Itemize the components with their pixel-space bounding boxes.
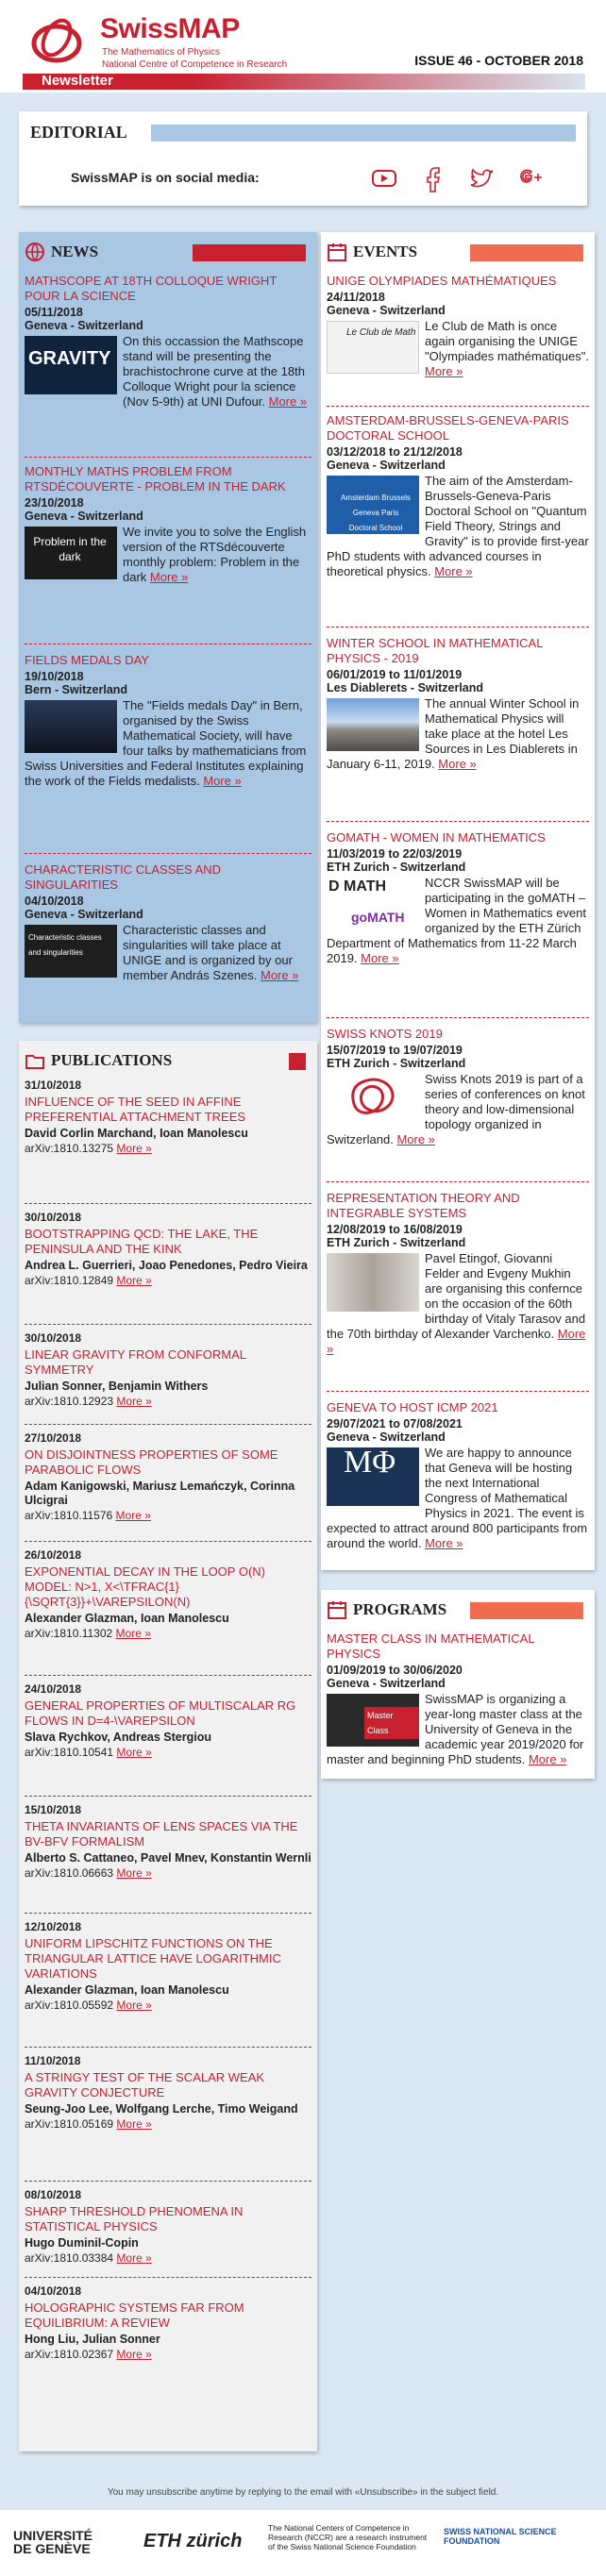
event-item-body: Pavel Etingof, Giovanni Felder and Evgeny Mukhin are organising this confernce on the occasion of the 60th birthday of Vitaly Tarasov and the 70th birthday of Alexander Varchenko. (327, 1251, 586, 1341)
more-link[interactable]: More » (116, 1142, 152, 1155)
divider (25, 1796, 311, 1797)
more-link[interactable]: More » (327, 1327, 586, 1356)
publication-title[interactable]: ON DISJOINTNESS PROPERTIES OF SOME PARABOLIC FLOWS (25, 1447, 278, 1477)
calendar-icon (327, 1599, 347, 1620)
event-item-date: 06/01/2019 to 11/01/2019 (327, 668, 463, 681)
arxiv-id: arXiv:1810.11302 (25, 1627, 113, 1640)
more-link[interactable]: More » (116, 1274, 152, 1287)
publication-item (25, 1803, 311, 1880)
news-bar (193, 244, 306, 261)
more-link[interactable]: More » (425, 364, 463, 378)
arxiv-id: arXiv:1810.03384 (25, 2251, 114, 2265)
news-item-title[interactable]: MATHSCOPE AT 18TH COLLOQUE WRIGHT POUR LA SCIENCE (25, 274, 278, 303)
publication-date: 27/10/2018 (25, 1431, 82, 1445)
calendar-icon (327, 242, 347, 262)
more-link[interactable]: More » (116, 1746, 152, 1759)
more-link[interactable]: More » (116, 1866, 152, 1880)
more-link[interactable]: More » (528, 1752, 567, 1766)
facebook-icon[interactable] (417, 162, 449, 194)
characteristic-classes-thumbnail: Characteristic classes and singularities (25, 925, 117, 978)
event-item-title[interactable]: SWISS KNOTS 2019 (327, 1027, 443, 1041)
publication-title[interactable]: LINEAR GRAVITY FROM CONFORMAL SYMMETRY (25, 1347, 246, 1377)
arxiv-id: arXiv:1810.12923 (25, 1395, 114, 1408)
more-link[interactable]: More » (116, 1395, 152, 1408)
events-section (321, 232, 595, 1570)
gomath-logo: D MATH goMATH (327, 878, 419, 930)
news-item (25, 862, 311, 983)
event-item (327, 1191, 589, 1357)
event-item (327, 413, 589, 579)
social-media-text: SwissMAP is on social media: (71, 170, 260, 185)
editorial-title: EDITORIAL (30, 123, 127, 142)
publication-title[interactable]: BOOTSTRAPPING QCD: THE LAKE, THE PENINSULA AND THE KINK (25, 1227, 259, 1256)
event-item-place: ETH Zurich - Switzerland (327, 1057, 466, 1070)
more-link[interactable]: More » (203, 774, 242, 788)
arxiv-id: arXiv:1810.11576 (25, 1509, 113, 1522)
divider (25, 1324, 311, 1325)
event-item-date: 29/07/2021 to 07/08/2021 (327, 1417, 463, 1430)
publication-title[interactable]: A STRINGY TEST OF THE SCALAR WEAK GRAVITY CONJECTURE (25, 2070, 265, 2099)
publication-authors: Adam Kanigowski, Mariusz Lemańczyk, Corinna Ulcigrai (25, 1480, 295, 1507)
publication-date: 12/10/2018 (25, 1920, 82, 1933)
program-item-place: Geneva - Switzerland (327, 1677, 446, 1690)
publication-date: 04/10/2018 (25, 2284, 82, 2298)
publication-authors: Julian Sonner, Benjamin Withers (25, 1380, 209, 1393)
event-item-date: 11/03/2019 to 22/03/2019 (327, 847, 463, 861)
divider (327, 1391, 589, 1392)
publication-authors: Slava Rychkov, Andreas Stergiou (25, 1731, 211, 1744)
publication-item (25, 1431, 311, 1522)
tagline: The Mathematics of Physics (102, 47, 221, 58)
problem-thumbnail: Problem in the dark (25, 527, 117, 579)
event-item-title[interactable]: UNIGE OLYMPIADES MATHÉMATIQUES (327, 274, 557, 288)
news-title: NEWS (51, 243, 99, 260)
divider (25, 2047, 311, 2048)
publication-item (25, 2188, 311, 2265)
event-item-title[interactable]: REPRESENTATION THEORY AND INTEGRABLE SYSTEMS (327, 1191, 520, 1220)
publication-title[interactable]: HOLOGRAPHIC SYSTEMS FAR FROM EQUILIBRIUM: A REVIEW (25, 2300, 244, 2330)
news-item-date: 04/10/2018 (25, 895, 84, 908)
divider (25, 1203, 311, 1204)
publication-date: 24/10/2018 (25, 1682, 82, 1696)
master-class-thumbnail: Master Class (327, 1694, 419, 1747)
event-item-place: Geneva - Switzerland (327, 459, 446, 472)
event-item-place: ETH Zurich - Switzerland (327, 1236, 466, 1249)
unsubscribe-note: You may unsubscribe anytime by replying to the email with «Unsubscribe» in the subject field. (107, 2487, 499, 2498)
more-link[interactable]: More » (115, 1627, 151, 1640)
divider (327, 1181, 589, 1182)
more-link[interactable]: More » (260, 968, 299, 982)
globe-icon (25, 242, 45, 262)
event-item-body: Le Club de Math is once again organising the UNIGE "Olympiades mathématiques". (425, 319, 589, 363)
publication-authors: Hong Liu, Julian Sonner (25, 2333, 160, 2346)
tagline-nccr: National Centre of Competence in Research (102, 59, 288, 70)
divider (25, 1675, 311, 1676)
event-item-body: NCCR SwissMAP will be participating in the goMATH – Women in Mathematics event organized by the ETH Zürich Department of Mathematics from 11-22 March 2019. (327, 876, 586, 965)
event-item-body: The annual Winter School in Mathematical Physics will take place at the hotel Les Sources in Les Diablerets in January 6-11, 2019. (327, 696, 580, 771)
publication-item (25, 1548, 311, 1640)
publication-item (25, 1920, 311, 2012)
google-plus-icon[interactable] (515, 162, 547, 194)
news-item-body: On this occassion the Mathscope stand will be presenting the brachistochrone curve at the 18th Colloque Wright pour la science (Nov 5-9th) at UNI Dufour. (123, 334, 305, 409)
event-item-body: We are happy to announce that Geneva will be hosting the next International Congress of Mathematical Physics in 2021. The event is expected to attract around 800 participants from around the world. (327, 1446, 588, 1550)
more-link[interactable]: More » (396, 1132, 435, 1146)
editorial-bar (151, 125, 576, 142)
arxiv-id: arXiv:1810.12849 (25, 1274, 114, 1287)
publication-date: 30/10/2018 (25, 1331, 82, 1345)
publication-authors: Alexander Glazman, Ioan Manolescu (25, 1983, 229, 1997)
programs-bar (470, 1602, 583, 1619)
event-item-place: Les Diablerets - Switzerland (327, 681, 484, 694)
arxiv-id: arXiv:1810.02367 (25, 2348, 114, 2361)
news-item-place: Geneva - Switzerland (25, 319, 143, 332)
publication-title[interactable]: UNIFORM LIPSCHITZ FUNCTIONS ON THE TRIANGULAR LATTICE HAVE LOGARITHMIC VARIATIONS (25, 1936, 281, 1981)
publication-authors: Hugo Duminil-Copin (25, 2236, 139, 2250)
brand-name: SwissMAP (100, 13, 240, 44)
publication-item (25, 2054, 311, 2131)
news-item (25, 464, 311, 585)
youtube-icon[interactable] (368, 162, 400, 194)
publication-title[interactable]: GENERAL PROPERTIES OF MULTISCALAR RG FLOWS IN D=4-\VAREPSILON (25, 1698, 296, 1728)
editorial-box (19, 111, 587, 206)
divider (25, 457, 311, 458)
more-link[interactable]: More » (116, 1999, 152, 2012)
event-item (327, 1027, 589, 1147)
program-item (327, 1631, 589, 1767)
program-item-title[interactable]: MASTER CLASS IN MATHEMATICAL PHYSICS (327, 1631, 535, 1661)
publication-item (25, 2284, 311, 2361)
publication-date: 31/10/2018 (25, 1079, 82, 1092)
eth-logo[interactable]: ETH zürich (143, 2531, 243, 2551)
program-item-body: SwissMAP is organizing a year-long master class at the University of Geneva in the academic year 2019/2020 for master and beginning PhD students. (327, 1692, 584, 1766)
event-item-body: Swiss Knots 2019 is part of a series of conferences on knot theory and low-dimensional topology organized in Switzerland. (327, 1072, 585, 1146)
publication-title[interactable]: THETA INVARIANTS OF LENS SPACES VIA THE BV-BFV FORMALISM (25, 1819, 298, 1848)
twitter-icon[interactable] (466, 162, 498, 194)
news-item-place: Geneva - Switzerland (25, 908, 143, 921)
arxiv-id: arXiv:1810.06663 (25, 1866, 114, 1880)
news-item (25, 653, 311, 789)
publication-date: 11/10/2018 (25, 2054, 81, 2067)
publication-item (25, 1331, 311, 1408)
club-de-math-thumbnail: Le Club de Math (327, 321, 419, 374)
gravity-thumbnail: GRAVITY (25, 336, 117, 394)
publication-authors: Alexander Glazman, Ioan Manolescu (25, 1612, 229, 1625)
event-item-place: ETH Zurich - Switzerland (327, 861, 466, 874)
arxiv-id: arXiv:1810.05592 (25, 1999, 114, 2012)
event-item-title[interactable]: GOMATH - WOMEN IN MATHEMATICS (327, 830, 546, 845)
newsletter-bar (23, 74, 585, 90)
publication-authors: Seung-Joo Lee, Wolfgang Lerche, Timo Weigand (25, 2102, 298, 2116)
event-item-place: Geneva - Switzerland (327, 304, 446, 317)
more-link[interactable]: More » (116, 2348, 152, 2361)
publications-title: PUBLICATIONS (51, 1051, 173, 1069)
divider (25, 1424, 311, 1425)
news-item-body: Characteristic classes and singularities will take place at UNIGE and is organized by our member András Szenes. (123, 923, 293, 982)
publication-item (25, 1079, 311, 1155)
event-item-place: Geneva - Switzerland (327, 1430, 446, 1444)
more-link[interactable]: More » (425, 1536, 463, 1550)
issue-label: ISSUE 46 - OCTOBER 2018 (414, 53, 583, 68)
publication-date: 15/10/2018 (25, 1803, 82, 1816)
arxiv-id: arXiv:1810.13275 (25, 1142, 114, 1155)
events-bar (470, 244, 583, 261)
news-item (25, 274, 311, 410)
publications-section (19, 1041, 317, 2451)
mountain-photo (327, 698, 419, 751)
arxiv-id: arXiv:1810.10541 (25, 1746, 114, 1759)
unige-logo[interactable]: UNIVERSITÉ DE GENÈVE (13, 2528, 93, 2556)
snf-logo[interactable]: SWISS NATIONAL SCIENCE FOUNDATION (444, 2527, 557, 2546)
news-item-body: We invite you to solve the English version of the RTSdécouverte monthly problem: Problem in the dark (123, 525, 307, 584)
publication-title[interactable]: EXPONENTIAL DECAY IN THE LOOP O(N) MODEL: N>1, X<\TFRAC{1}{\SQRT{3}}+\VAREPSILON(N) (25, 1564, 266, 1609)
event-item-title[interactable]: WINTER SCHOOL IN MATHEMATICAL PHYSICS - 2019 (327, 636, 543, 665)
icmp-logo: MΦ (327, 1447, 419, 1506)
publication-title[interactable]: SHARP THRESHOLD PHENOMENA IN STATISTICAL PHYSICS (25, 2204, 244, 2233)
publication-item (25, 1211, 311, 1287)
programs-title: PROGRAMS (353, 1600, 447, 1618)
divider (327, 821, 589, 822)
event-item (327, 830, 589, 966)
publications-bar (289, 1053, 306, 1070)
news-item-body: The "Fields medals Day" in Bern, organised by the Swiss Mathematical Society, will have four talks by mathematicians from Swiss Universities and Federal Institutes explaining the work of the Fields medalists. (25, 698, 307, 788)
newsletter-label: Newsletter (42, 73, 113, 89)
news-item-title[interactable]: FIELDS MEDALS DAY (25, 653, 149, 667)
fields-medals-photo (25, 700, 117, 753)
event-item-body: The aim of the Amsterdam-Brussels-Geneva-Paris Doctoral School on "Quantum Field Theory, Strings and Gravity" is to provide first-year PhD students with advanced courses in theoretical physics. (327, 474, 589, 578)
news-item-title[interactable]: CHARACTERISTIC CLASSES AND SINGULARITIES (25, 862, 222, 892)
event-item-date: 12/08/2019 to 16/08/2019 (327, 1223, 463, 1236)
news-item-place: Bern - Switzerland (25, 683, 128, 696)
nccr-note: The National Centers of Competence in Research (NCCR) are a research instrument of the Swiss National Science Foundation (268, 2523, 428, 2551)
event-item (327, 636, 589, 772)
organizers-photo (327, 1253, 419, 1312)
publication-authors: Alberto S. Cattaneo, Pavel Mnev, Konstantin Wernli (25, 1851, 311, 1865)
publication-title[interactable]: INFLUENCE OF THE SEED IN AFFINE PREFERENTIAL ATTACHMENT TREES (25, 1095, 246, 1124)
publication-authors: David Corlin Marchand, Ioan Manolescu (25, 1127, 248, 1140)
publication-date: 08/10/2018 (25, 2188, 82, 2201)
news-item-date: 23/10/2018 (25, 496, 84, 510)
footer (0, 2510, 606, 2576)
event-item-date: 03/12/2018 to 21/12/2018 (327, 445, 463, 459)
news-item-place: Geneva - Switzerland (25, 510, 143, 523)
more-link[interactable]: More » (268, 394, 308, 409)
event-item-title[interactable]: GENEVA TO HOST ICMP 2021 (327, 1400, 498, 1414)
divider (25, 2277, 311, 2278)
arxiv-id: arXiv:1810.05169 (25, 2117, 114, 2131)
swissmap-logo-icon (28, 13, 85, 70)
publication-date: 26/10/2018 (25, 1548, 82, 1562)
more-link[interactable]: More » (434, 564, 473, 578)
event-item-date: 24/11/2018 (327, 291, 385, 304)
divider (327, 1017, 589, 1018)
more-link[interactable]: More » (149, 570, 189, 584)
more-link[interactable]: More » (116, 2251, 152, 2265)
events-title: EVENTS (353, 243, 418, 260)
event-item-date: 15/07/2019 to 19/07/2019 (327, 1044, 463, 1057)
doctoral-school-thumbnail: Amsterdam Brussels Geneva Paris Doctoral School (327, 476, 419, 534)
header (0, 0, 606, 92)
publication-date: 30/10/2018 (25, 1211, 82, 1224)
more-link[interactable]: More » (438, 757, 477, 771)
publication-item (25, 1682, 311, 1759)
event-item (327, 1400, 589, 1551)
news-section (19, 232, 317, 1023)
divider (327, 406, 589, 407)
event-item (327, 274, 589, 379)
news-item-date: 19/10/2018 (25, 670, 84, 683)
publication-authors: Andrea L. Guerrieri, Joao Penedones, Pedro Vieira (25, 1259, 308, 1272)
news-item-date: 05/11/2018 (25, 306, 83, 319)
more-link[interactable]: More » (115, 1509, 151, 1522)
more-link[interactable]: More » (116, 2117, 152, 2131)
divider (25, 1541, 311, 1542)
news-item-title[interactable]: MONTHLY MATHS PROBLEM FROM RTSDÉCOUVERTE - PROBLEM IN THE DARK (25, 464, 286, 493)
programs-section (321, 1590, 595, 1779)
event-item-title[interactable]: AMSTERDAM-BRUSSELS-GENEVA-PARIS DOCTORAL SCHOOL (327, 413, 569, 443)
folder-icon (25, 1050, 45, 1071)
divider (25, 853, 311, 854)
more-link[interactable]: More » (361, 951, 399, 965)
program-item-date: 01/09/2019 to 30/06/2020 (327, 1664, 463, 1677)
knot-icon (327, 1074, 419, 1127)
divider (25, 2181, 311, 2182)
divider (25, 1913, 311, 1914)
